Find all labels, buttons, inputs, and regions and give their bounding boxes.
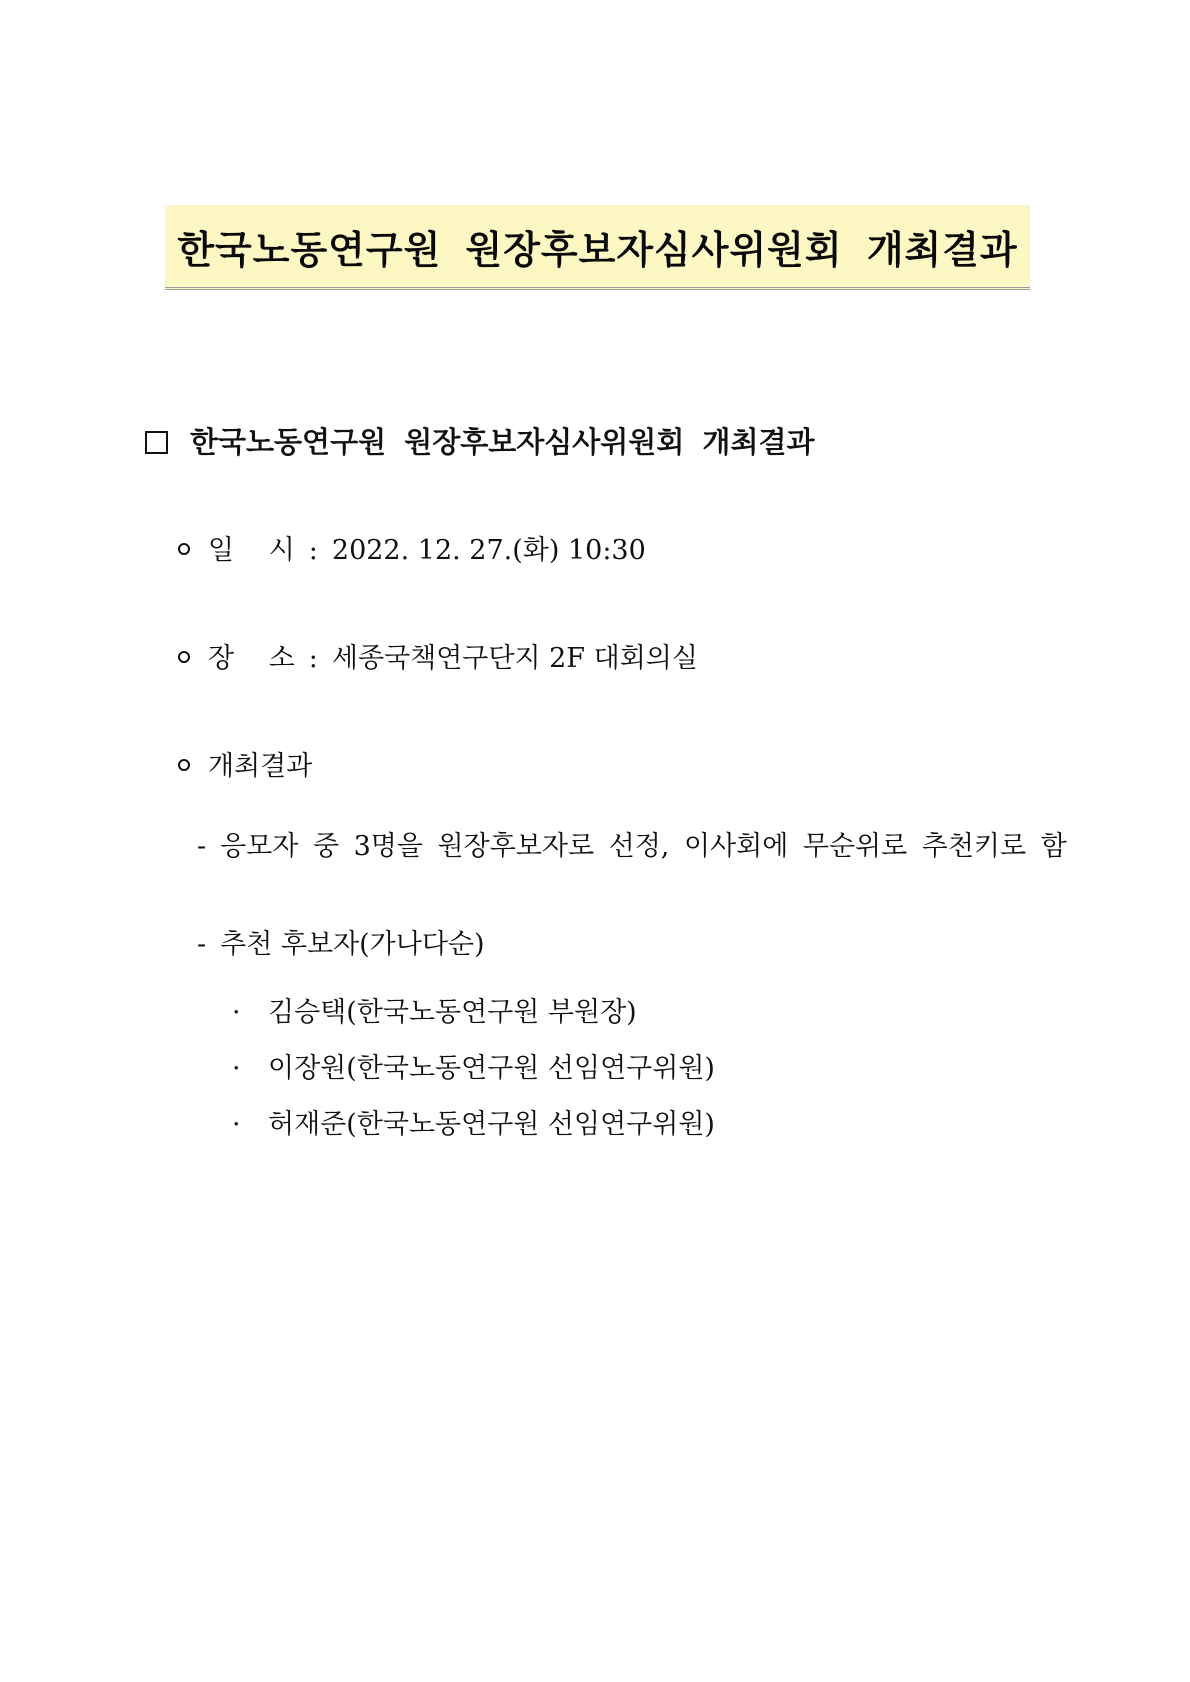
place-colon: : — [308, 643, 318, 674]
candidate-name: 김승택(한국노동연구원 부원장) — [268, 997, 637, 1028]
dot-bullet: · — [232, 1109, 241, 1140]
section-heading-text: 한국노동연구원 원장후보자심사위원회 개최결과 — [190, 425, 815, 459]
candidates-heading-line — [197, 928, 485, 962]
dot-bullet: · — [232, 997, 241, 1028]
datetime-value: 2022. 12. 27.(화) 10:30 — [331, 535, 646, 566]
candidates-heading-text: 추천 후보자(가나다순) — [220, 929, 485, 960]
section-heading — [145, 425, 815, 459]
list-item — [232, 1108, 715, 1142]
place-row — [178, 642, 698, 676]
place-value: 세종국책연구단지 2F 대회의실 — [331, 643, 698, 674]
result-row — [178, 750, 312, 784]
result-label: 개최결과 — [208, 751, 313, 782]
datetime-colon: : — [308, 535, 318, 566]
candidate-name: 이장원(한국노동연구원 선임연구위원) — [268, 1053, 715, 1084]
document-title: 한국노동연구원 원장후보자심사위원회 개최결과 — [177, 227, 1018, 272]
dot-bullet: · — [232, 1053, 241, 1084]
result-detail-line — [197, 830, 1067, 864]
checkbox-square-icon — [145, 431, 168, 454]
circle-bullet-icon — [178, 651, 190, 663]
datetime-label: 일 시 — [208, 535, 295, 566]
title-banner — [165, 205, 1030, 290]
dash-bullet: - — [197, 831, 207, 862]
circle-bullet-icon — [178, 543, 190, 555]
list-item — [232, 1052, 715, 1086]
candidate-name: 허재준(한국노동연구원 선임연구위원) — [268, 1109, 715, 1140]
circle-bullet-icon — [178, 759, 190, 771]
datetime-row — [178, 534, 646, 568]
result-detail-text: 응모자 중 3명을 원장후보자로 선정, 이사회에 무순위로 추천키로 함 — [220, 831, 1067, 862]
list-item — [232, 996, 637, 1030]
place-label: 장 소 — [208, 643, 295, 674]
dash-bullet: - — [197, 929, 207, 960]
